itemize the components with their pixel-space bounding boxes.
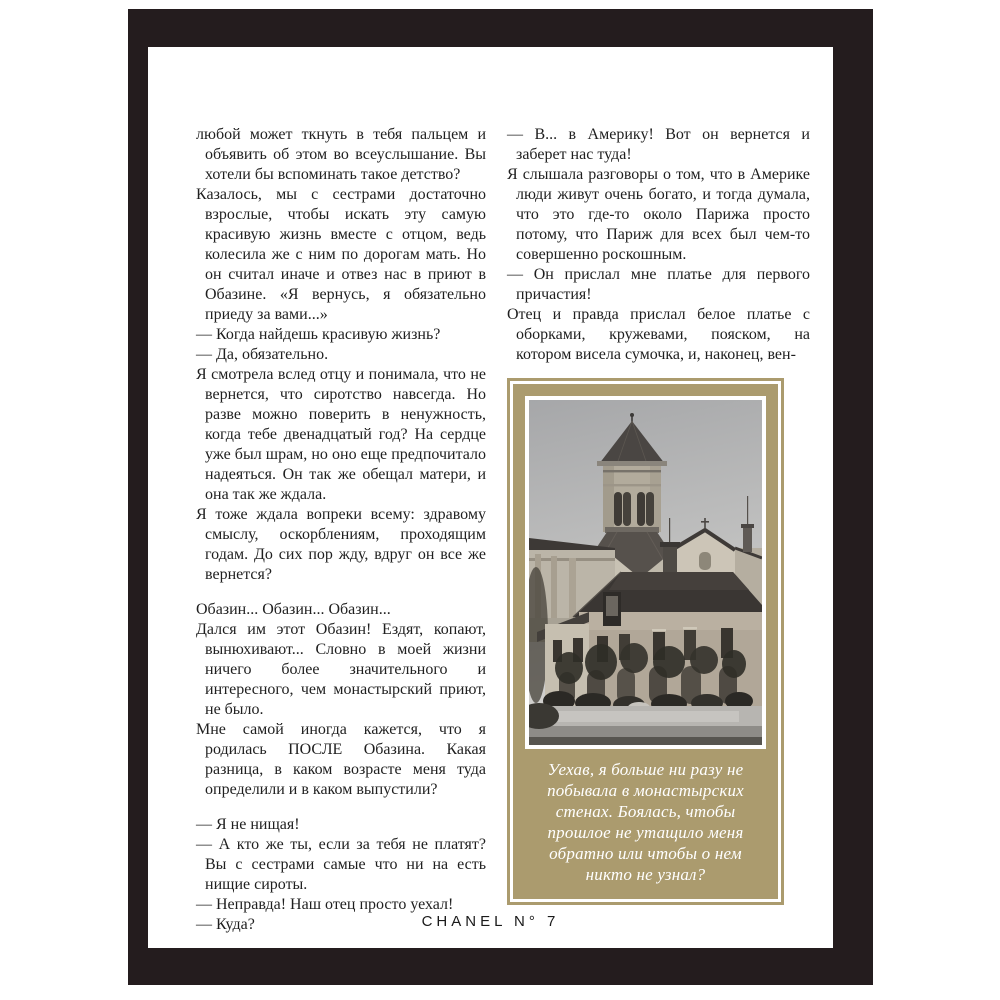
monastery-photo xyxy=(529,400,762,745)
right-column-text xyxy=(507,125,810,365)
photo-caption: Уехав, я больше ни разу не побывала в монастырских стенах. Боялась, чтобы прошлое не утащило меня обратно или чтобы о нем никто не узнал? xyxy=(547,760,744,884)
paragraph: Мне самой иногда кажется, что я родилась ПОСЛЕ Обазина. Какая разница, в каком возрасте меня туда определили и в каком выпустили? xyxy=(196,721,486,798)
paragraph: Я слышала разговоры о том, что в Америке люди живут очень богато, и тогда думала, что это где-то около Парижа просто потому, что Париж для всех был чем-то совершенно роскошным. xyxy=(507,166,810,263)
paragraph: — Он прислал мне платье для первого причастия! xyxy=(507,266,810,303)
paragraph: Отец и правда прислал белое платье с оборками, кружевами, пояском, на котором висела сумочка, и, наконец, вен- xyxy=(507,306,810,363)
paragraph: Я смотрела вслед отцу и понимала, что не вернется, что сиротство навсегда. Но разве можно поверить в ненужность, когда тебе двенадцатый год? На сердце уже был шрам, но оно еще предпочитало надеяться. Он так же обещал матери, и она так же ждала. xyxy=(196,366,486,503)
book-page xyxy=(148,47,833,948)
photo-frame xyxy=(507,378,784,905)
right-column xyxy=(507,125,810,905)
paragraph: Дался им этот Обазин! Ездят, копают, вынюхивают... Словно в моей жизни ничего более значительного и интересного, чем монастырский приют, не было. xyxy=(196,621,486,718)
paragraph: Обазин... Обазин... Обазин... xyxy=(196,601,391,618)
left-column xyxy=(196,125,486,935)
paragraph: — Да, обязательно. xyxy=(196,346,329,363)
paragraph: — Когда найдешь красивую жизнь? xyxy=(196,326,441,343)
page-border xyxy=(128,9,873,985)
paragraph: — Куда? xyxy=(196,916,255,933)
paragraph: Я тоже ждала вопреки всему: здравому смыслу, оскорблениям, проходящим годам. До сих пор жду, вдруг он все же вернется? xyxy=(196,506,486,583)
paragraph: — Неправда! Наш отец просто уехал! xyxy=(196,896,454,913)
text-columns xyxy=(196,125,810,935)
footer-text: CHANEL N° 7 xyxy=(421,913,560,930)
page-content xyxy=(148,47,833,948)
paragraph: — В... в Америку! Вот он вернется и заберет нас туда! xyxy=(507,126,810,163)
photo-frame-inner xyxy=(513,384,778,899)
paragraph: любой может ткнуть в тебя пальцем и объявить об этом во всеуслышание. Вы хотели бы вспоминать такое детство? xyxy=(196,126,486,183)
paragraph: — А кто же ты, если за тебя не платят? Вы с сестрами самые что ни на есть нищие сироты. xyxy=(196,836,486,893)
paragraph: Казалось, мы с сестрами достаточно взрослые, чтобы искать эту самую красивую жизнь вместе с отцом, ведь колесила же с ним по дорогам мать. Но он считал иначе и отвез нас в приют в Обазине. «Я вернусь, я обязательно приеду за вами...» xyxy=(196,186,486,323)
paragraph: — Я не нищая! xyxy=(196,816,300,833)
photo-mat xyxy=(525,396,766,749)
